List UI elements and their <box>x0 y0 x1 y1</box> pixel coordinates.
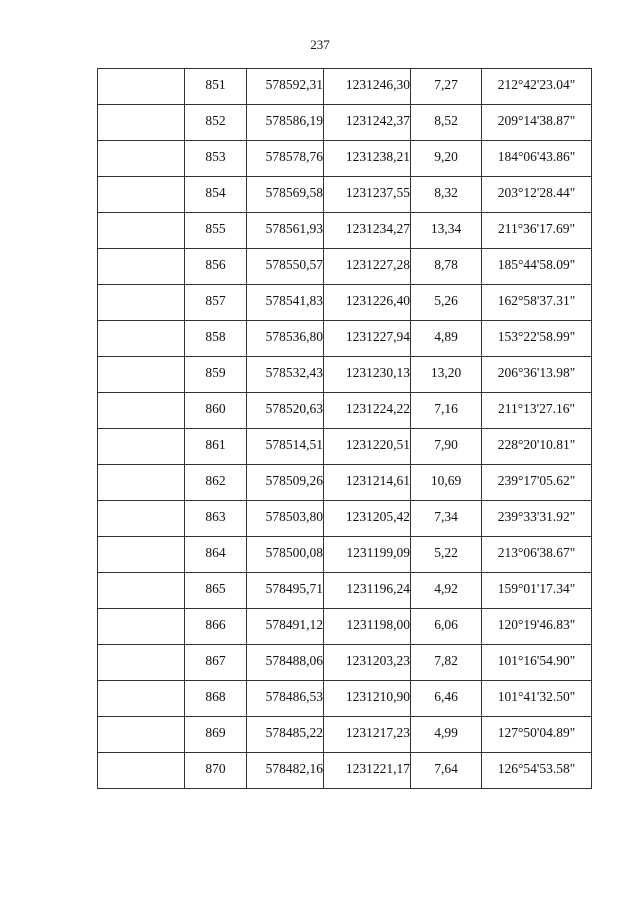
empty-cell <box>98 69 185 105</box>
y-coordinate-cell: 1231227,94 <box>324 321 411 357</box>
direction-angle-cell: 159°01'17.34" <box>482 573 592 609</box>
distance-cell: 7,34 <box>411 501 482 537</box>
direction-angle-cell: 120°19'46.83" <box>482 609 592 645</box>
empty-cell <box>98 213 185 249</box>
coordinates-table-body <box>98 69 592 789</box>
x-coordinate-cell: 578586,19 <box>247 105 324 141</box>
y-coordinate-cell: 1231217,23 <box>324 717 411 753</box>
table-row <box>98 285 592 321</box>
empty-cell <box>98 321 185 357</box>
table-row <box>98 69 592 105</box>
direction-angle-cell: 127°50'04.89" <box>482 717 592 753</box>
point-number-cell: 852 <box>185 105 247 141</box>
direction-angle-cell: 212°42'23.04" <box>482 69 592 105</box>
direction-angle-cell: 211°36'17.69" <box>482 213 592 249</box>
y-coordinate-cell: 1231203,23 <box>324 645 411 681</box>
point-number-cell: 860 <box>185 393 247 429</box>
distance-cell: 8,78 <box>411 249 482 285</box>
distance-cell: 7,90 <box>411 429 482 465</box>
direction-angle-cell: 185°44'58.09" <box>482 249 592 285</box>
point-number-cell: 854 <box>185 177 247 213</box>
distance-cell: 9,20 <box>411 141 482 177</box>
table-row <box>98 393 592 429</box>
empty-cell <box>98 501 185 537</box>
direction-angle-cell: 213°06'38.67" <box>482 537 592 573</box>
y-coordinate-cell: 1231226,40 <box>324 285 411 321</box>
direction-angle-cell: 211°13'27.16" <box>482 393 592 429</box>
direction-angle-cell: 162°58'37.31" <box>482 285 592 321</box>
y-coordinate-cell: 1231237,55 <box>324 177 411 213</box>
table-row <box>98 609 592 645</box>
y-coordinate-cell: 1231224,22 <box>324 393 411 429</box>
point-number-cell: 858 <box>185 321 247 357</box>
x-coordinate-cell: 578536,80 <box>247 321 324 357</box>
point-number-cell: 861 <box>185 429 247 465</box>
distance-cell: 7,82 <box>411 645 482 681</box>
point-number-cell: 853 <box>185 141 247 177</box>
distance-cell: 4,92 <box>411 573 482 609</box>
page-number: 237 <box>310 37 330 52</box>
empty-cell <box>98 573 185 609</box>
distance-cell: 5,22 <box>411 537 482 573</box>
table-row <box>98 537 592 573</box>
y-coordinate-cell: 1231214,61 <box>324 465 411 501</box>
distance-cell: 13,34 <box>411 213 482 249</box>
x-coordinate-cell: 578561,93 <box>247 213 324 249</box>
empty-cell <box>98 465 185 501</box>
point-number-cell: 855 <box>185 213 247 249</box>
empty-cell <box>98 177 185 213</box>
y-coordinate-cell: 1231205,42 <box>324 501 411 537</box>
empty-cell <box>98 609 185 645</box>
point-number-cell: 856 <box>185 249 247 285</box>
empty-cell <box>98 141 185 177</box>
direction-angle-cell: 203°12'28.44" <box>482 177 592 213</box>
y-coordinate-cell: 1231199,09 <box>324 537 411 573</box>
table-row <box>98 465 592 501</box>
y-coordinate-cell: 1231221,17 <box>324 753 411 789</box>
point-number-cell: 859 <box>185 357 247 393</box>
y-coordinate-cell: 1231198,00 <box>324 609 411 645</box>
x-coordinate-cell: 578491,12 <box>247 609 324 645</box>
y-coordinate-cell: 1231196,24 <box>324 573 411 609</box>
point-number-cell: 864 <box>185 537 247 573</box>
x-coordinate-cell: 578541,83 <box>247 285 324 321</box>
table-row <box>98 177 592 213</box>
x-coordinate-cell: 578520,63 <box>247 393 324 429</box>
table-row <box>98 213 592 249</box>
table-row <box>98 141 592 177</box>
table-row <box>98 573 592 609</box>
y-coordinate-cell: 1231242,37 <box>324 105 411 141</box>
table-row <box>98 321 592 357</box>
distance-cell: 6,46 <box>411 681 482 717</box>
x-coordinate-cell: 578509,26 <box>247 465 324 501</box>
empty-cell <box>98 645 185 681</box>
empty-cell <box>98 285 185 321</box>
distance-cell: 7,64 <box>411 753 482 789</box>
x-coordinate-cell: 578488,06 <box>247 645 324 681</box>
direction-angle-cell: 209°14'38.87" <box>482 105 592 141</box>
point-number-cell: 869 <box>185 717 247 753</box>
distance-cell: 8,52 <box>411 105 482 141</box>
empty-cell <box>98 393 185 429</box>
empty-cell <box>98 753 185 789</box>
empty-cell <box>98 357 185 393</box>
x-coordinate-cell: 578514,51 <box>247 429 324 465</box>
empty-cell <box>98 717 185 753</box>
empty-cell <box>98 249 185 285</box>
point-number-cell: 863 <box>185 501 247 537</box>
y-coordinate-cell: 1231238,21 <box>324 141 411 177</box>
empty-cell <box>98 537 185 573</box>
y-coordinate-cell: 1231246,30 <box>324 69 411 105</box>
point-number-cell: 867 <box>185 645 247 681</box>
distance-cell: 7,27 <box>411 69 482 105</box>
direction-angle-cell: 153°22'58.99" <box>482 321 592 357</box>
distance-cell: 13,20 <box>411 357 482 393</box>
distance-cell: 10,69 <box>411 465 482 501</box>
x-coordinate-cell: 578532,43 <box>247 357 324 393</box>
direction-angle-cell: 126°54'53.58" <box>482 753 592 789</box>
point-number-cell: 865 <box>185 573 247 609</box>
table-row <box>98 645 592 681</box>
table-row <box>98 717 592 753</box>
distance-cell: 4,99 <box>411 717 482 753</box>
distance-cell: 4,89 <box>411 321 482 357</box>
x-coordinate-cell: 578503,80 <box>247 501 324 537</box>
distance-cell: 5,26 <box>411 285 482 321</box>
x-coordinate-cell: 578578,76 <box>247 141 324 177</box>
table-row <box>98 753 592 789</box>
direction-angle-cell: 239°17'05.62" <box>482 465 592 501</box>
distance-cell: 6,06 <box>411 609 482 645</box>
table-row <box>98 249 592 285</box>
x-coordinate-cell: 578486,53 <box>247 681 324 717</box>
direction-angle-cell: 184°06'43.86" <box>482 141 592 177</box>
table-row <box>98 501 592 537</box>
y-coordinate-cell: 1231210,90 <box>324 681 411 717</box>
point-number-cell: 868 <box>185 681 247 717</box>
table-row <box>98 429 592 465</box>
y-coordinate-cell: 1231227,28 <box>324 249 411 285</box>
point-number-cell: 862 <box>185 465 247 501</box>
y-coordinate-cell: 1231234,27 <box>324 213 411 249</box>
point-number-cell: 857 <box>185 285 247 321</box>
direction-angle-cell: 228°20'10.81" <box>482 429 592 465</box>
distance-cell: 8,32 <box>411 177 482 213</box>
direction-angle-cell: 101°16'54.90" <box>482 645 592 681</box>
point-number-cell: 851 <box>185 69 247 105</box>
x-coordinate-cell: 578550,57 <box>247 249 324 285</box>
y-coordinate-cell: 1231220,51 <box>324 429 411 465</box>
y-coordinate-cell: 1231230,13 <box>324 357 411 393</box>
x-coordinate-cell: 578485,22 <box>247 717 324 753</box>
x-coordinate-cell: 578500,08 <box>247 537 324 573</box>
point-number-cell: 870 <box>185 753 247 789</box>
empty-cell <box>98 105 185 141</box>
table-row <box>98 681 592 717</box>
point-number-cell: 866 <box>185 609 247 645</box>
table-row <box>98 105 592 141</box>
direction-angle-cell: 239°33'31.92" <box>482 501 592 537</box>
table-row <box>98 357 592 393</box>
direction-angle-cell: 101°41'32.50" <box>482 681 592 717</box>
x-coordinate-cell: 578592,31 <box>247 69 324 105</box>
empty-cell <box>98 429 185 465</box>
distance-cell: 7,16 <box>411 393 482 429</box>
coordinates-table <box>97 68 592 789</box>
empty-cell <box>98 681 185 717</box>
x-coordinate-cell: 578569,58 <box>247 177 324 213</box>
x-coordinate-cell: 578482,16 <box>247 753 324 789</box>
x-coordinate-cell: 578495,71 <box>247 573 324 609</box>
direction-angle-cell: 206°36'13.98" <box>482 357 592 393</box>
